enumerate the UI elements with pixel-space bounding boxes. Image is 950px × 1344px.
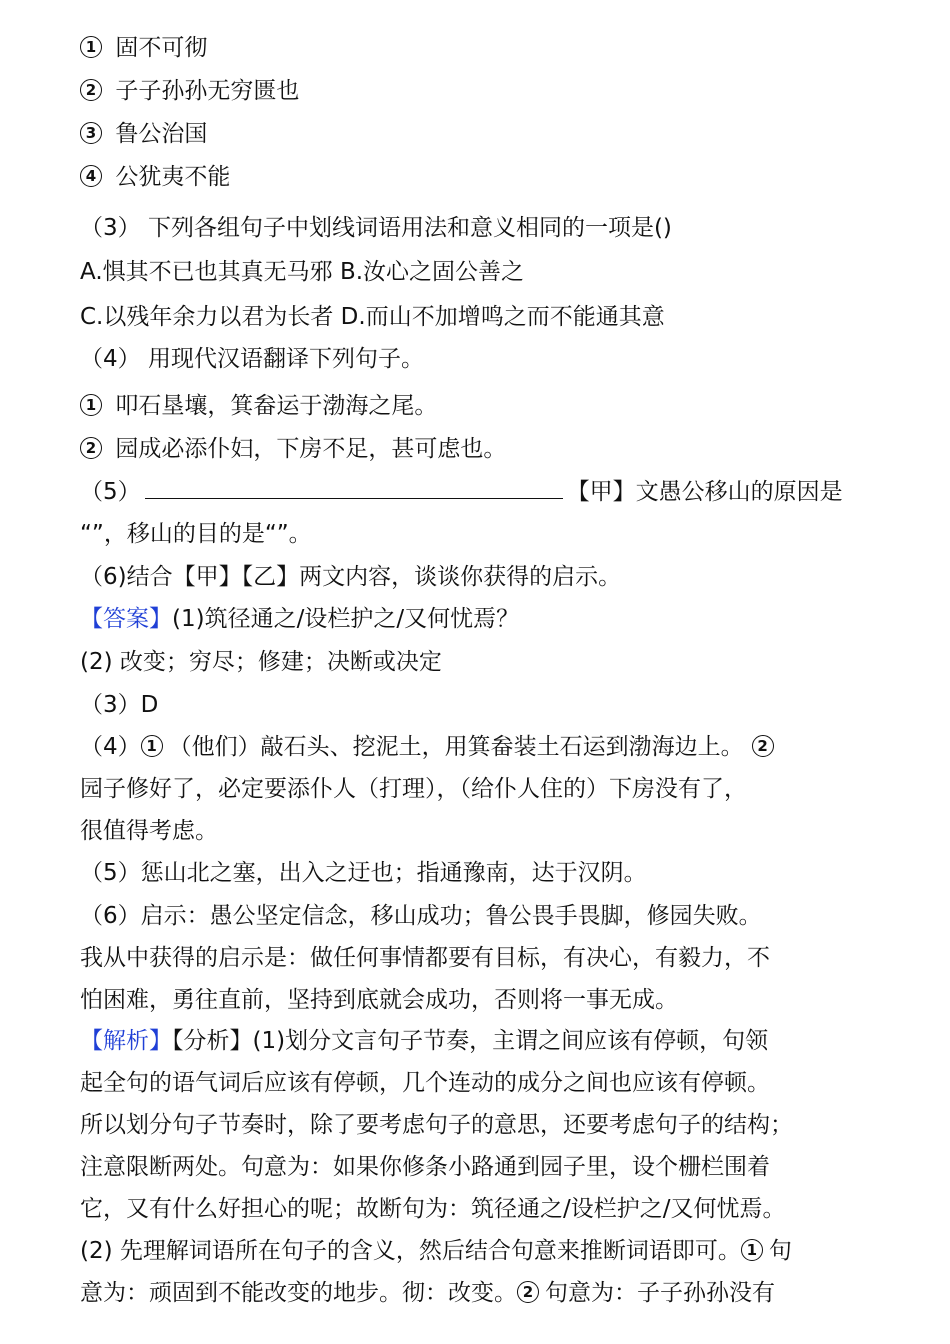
analysis-line [80, 1272, 910, 1314]
analysis-text: 【分析】(1)划分文言句子节奏，主谓之间应该有停顿，句领 [172, 1028, 769, 1054]
question-3-options-ab: A.惧其不已也其真无马邪 B.汝心之固公善之 [80, 259, 525, 285]
answer-2: (2) 改变；穷尽；修建；决断或决定 [80, 649, 442, 675]
list-item-text: 鲁公治国 [115, 121, 208, 147]
translation-sentence [80, 428, 910, 470]
list-item-text: 公犹夷不能 [115, 164, 231, 190]
question-5-prefix: （5） [80, 479, 141, 505]
circled-number: 2 [80, 437, 102, 459]
analysis-line: 它，又有什么好担心的呢；故断句为：筑径通之/设栏护之/又何忧焉。 [80, 1196, 786, 1222]
analysis-line: 起全句的语气词后应该有停顿，几个连动的成分之间也应该有停顿。 [80, 1070, 770, 1096]
analysis-line [80, 1020, 910, 1062]
answer-4 [80, 726, 910, 768]
question-6-stem: （6)结合【甲】【乙】两文内容，谈谈你获得的启示。 [80, 564, 622, 590]
list-item [80, 156, 910, 198]
answer-4-prefix: （4） [80, 734, 141, 760]
answer-blank [145, 472, 563, 499]
question-3-stem: （3） 下列各组句子中划线词语用法和意义相同的一项是() [80, 215, 672, 241]
question-5-line2: “”，移山的目的是“”。 [80, 521, 312, 547]
answer-6-line3: 怕困难，勇往直前，坚持到底就会成功，否则将一事无成。 [80, 987, 678, 1013]
answer-3: （3）D [80, 692, 159, 718]
answer-5: （5）惩山北之塞，出入之迂也；指通豫南，达于汉阴。 [80, 860, 647, 886]
question-5-stem [80, 471, 910, 513]
answer-tag: 【答案】 [80, 606, 172, 632]
analysis-line: 所以划分句子节奏时，除了要考虑句子的意思，还要考虑句子的结构； [80, 1112, 793, 1138]
circled-number: 1 [741, 1239, 763, 1261]
circled-number: 2 [517, 1281, 539, 1303]
analysis-line: 注意限断两处。句意为：如果你修条小路通到园子里，设个栅栏围着 [80, 1154, 770, 1180]
answer-6-line2: 我从中获得的启示是：做任何事情都要有目标，有决心，有毅力，不 [80, 945, 770, 971]
analysis-line [80, 1230, 910, 1272]
answer-line [80, 598, 910, 640]
answer-4-line2: 园子修好了，必定要添仆人（打理），（给仆人住的）下房没有了， [80, 776, 747, 802]
list-item [80, 113, 910, 155]
answer-1: (1)筑径通之/设栏护之/又何忧焉？ [172, 606, 520, 632]
sentence-text: 园成必添仆妇，下房不足，甚可虑也。 [115, 436, 507, 462]
sentence-text: 叩石垦壤，箕畚运于渤海之尾。 [115, 393, 438, 419]
circled-number: 1 [141, 735, 163, 757]
list-item [80, 27, 910, 69]
analysis-text: 句意为：子子孙孙没有 [545, 1280, 775, 1306]
list-item-text: 固不可彻 [115, 35, 208, 61]
circled-number: 3 [80, 122, 102, 144]
translation-sentence [80, 385, 910, 427]
circled-number: 2 [752, 735, 774, 757]
list-item-text: 子子孙孙无穷匮也 [115, 78, 300, 104]
answer-4-line3: 很值得考虑。 [80, 818, 218, 844]
question-3-options-cd: C.以残年余力以君为长者 D.而山不加增鸣之而不能通其意 [80, 304, 665, 330]
circled-number: 1 [80, 36, 102, 58]
question-5-suffix: 【甲】文愚公移山的原因是 [566, 479, 843, 505]
answer-6-line1: （6）启示：愚公坚定信念，移山成功；鲁公畏手畏脚，修园失败。 [80, 903, 762, 929]
analysis-text: 句 [768, 1238, 792, 1264]
analysis-tag: 【解析】 [80, 1028, 172, 1054]
circled-number: 4 [80, 165, 102, 187]
question-4-stem: （4） 用现代汉语翻译下列句子。 [80, 346, 424, 372]
answer-4-text-1: （他们）敲石头、挖泥土，用箕畚装土石运到渤海边上。 [168, 734, 744, 760]
analysis-text: 意为：顽固到不能改变的地步。彻：改变。 [80, 1280, 517, 1306]
circled-number: 2 [80, 79, 102, 101]
circled-number: 1 [80, 394, 102, 416]
analysis-text: (2) 先理解词语所在句子的含义，然后结合句意来推断词语即可。 [80, 1238, 741, 1264]
list-item [80, 70, 910, 112]
